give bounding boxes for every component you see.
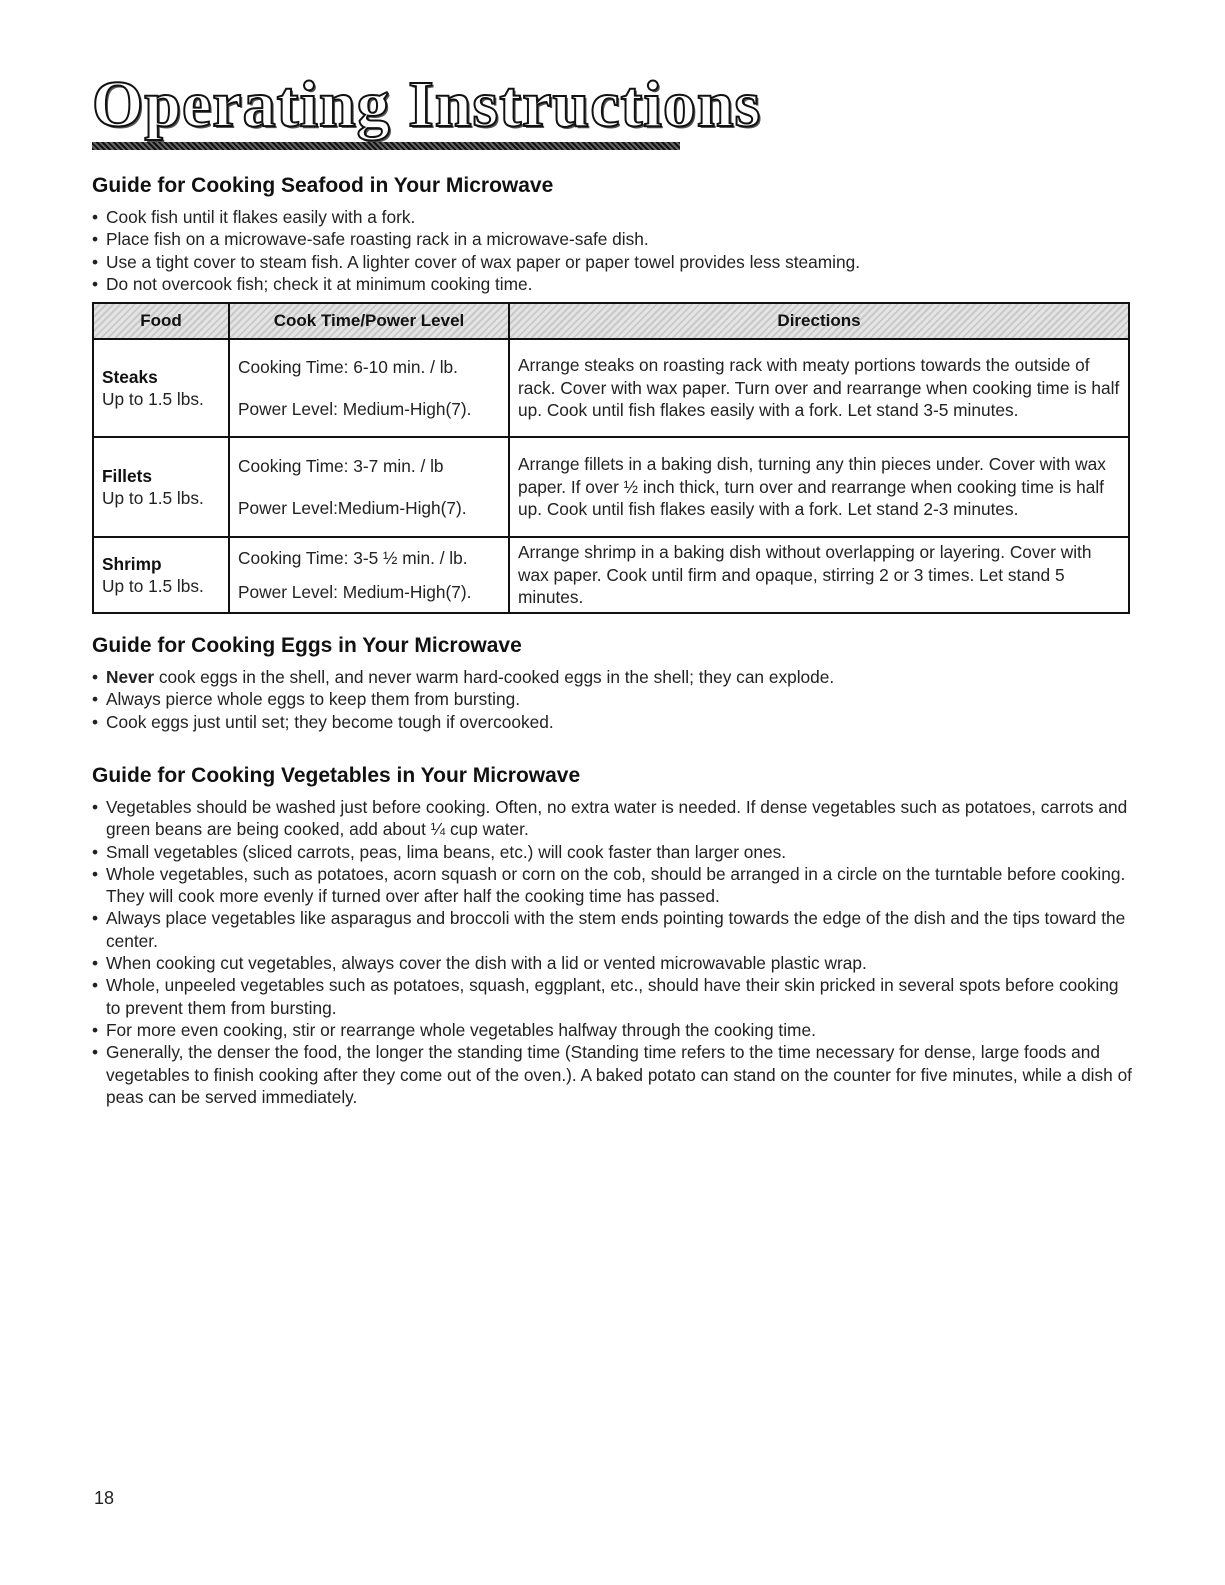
title-underline [92,142,680,150]
never-emphasis: Never [106,667,155,687]
list-item: • Place fish on a microwave-safe roasting rack in a microwave-safe dish. [92,228,1132,250]
list-item: • Do not overcook fish; check it at minimum cooking time. [92,273,1132,295]
vegetables-section [92,764,1132,1108]
list-item: • Cook fish until it flakes easily with a fork. [92,206,1132,228]
cook-time-cell [229,339,509,437]
list-item: • Whole, unpeeled vegetables such as potatoes, squash, eggplant, etc., should have their skin pricked in several spots before cooking to prevent them from bursting. [92,974,1132,1019]
list-item-text: cook eggs in the shell, and never warm hard-cooked eggs in the shell; they can explode. [154,667,835,687]
food-name: Steaks [102,366,158,387]
table-header-row [93,303,1129,339]
page-title: Operating Instructions [92,68,762,141]
list-item: • Generally, the denser the food, the longer the standing time (Standing time refers to the time necessary for dense, large foods and vegetables to finish cooking after they come out of the oven.). A baked potato can stand on the counter for five minutes, while a dish of peas can be served immediately. [92,1041,1132,1108]
table-row [93,537,1129,613]
food-amount: Up to 1.5 lbs. [102,389,204,409]
cook-time-cell [229,537,509,613]
cook-time-cell [229,437,509,537]
directions-cell: Arrange steaks on roasting rack with meaty portions towards the outside of rack. Cover with wax paper. Turn over and rearrange when cooking time is half up. Cook until fish flakes easily with a fork. Let stand 3-5 minutes. [509,339,1129,437]
list-item: • When cooking cut vegetables, always cover the dish with a lid or vented microwavable plastic wrap. [92,952,1132,974]
table-row [93,437,1129,537]
cooking-time: Cooking Time: 3-7 min. / lb [238,455,444,476]
seafood-heading: Guide for Cooking Seafood in Your Microwave [92,174,554,197]
column-header-food: Food [93,303,229,339]
vegetables-heading: Guide for Cooking Vegetables in Your Microwave [92,764,581,787]
column-header-cook-time: Cook Time/Power Level [229,303,509,339]
eggs-bullets [92,666,1132,733]
power-level: Power Level: Medium-High(7). [238,399,472,419]
list-item: • Always pierce whole eggs to keep them from bursting. [92,688,1132,710]
food-cell [93,537,229,613]
column-header-directions: Directions [509,303,1129,339]
directions-cell: Arrange fillets in a baking dish, turning any thin pieces under. Cover with wax paper. If over ½ inch thick, turn over and rearrange when cooking time is half up. Cook until fish flakes easily with a fork. Let stand 2-3 minutes. [509,437,1129,537]
list-item: • Vegetables should be washed just before cooking. Often, no extra water is needed. If dense vegetables such as potatoes, carrots and green beans are being cooked, add about ¼ cup water. [92,796,1132,841]
list-item [92,666,1132,688]
seafood-section [92,174,1132,295]
vegetables-bullets [92,796,1132,1108]
food-amount: Up to 1.5 lbs. [102,488,204,508]
list-item: • For more even cooking, stir or rearrange whole vegetables halfway through the cooking time. [92,1019,1132,1041]
cooking-time: Cooking Time: 6-10 min. / lb. [238,356,458,377]
seafood-table [92,302,1130,614]
food-cell [93,339,229,437]
power-level: Power Level:Medium-High(7). [238,498,467,518]
list-item: • Whole vegetables, such as potatoes, acorn squash or corn on the cob, should be arranged in a circle on the turntable before cooking. They will cook more evenly if turned over after half the cooking time has passed. [92,863,1132,908]
page-number: 18 [94,1488,115,1508]
list-item: • Always place vegetables like asparagus and broccoli with the stem ends pointing towards the edge of the dish and the tips toward the center. [92,907,1132,952]
seafood-bullets [92,206,1132,295]
power-level: Power Level: Medium-High(7). [238,582,472,602]
list-item: • Use a tight cover to steam fish. A lighter cover of wax paper or paper towel provides less steaming. [92,251,1132,273]
list-item: • Small vegetables (sliced carrots, peas, lima beans, etc.) will cook faster than larger ones. [92,841,1132,863]
list-item: • Cook eggs just until set; they become tough if overcooked. [92,711,1132,733]
food-name: Fillets [102,465,152,486]
directions-cell: Arrange shrimp in a baking dish without overlapping or layering. Cover with wax paper. Cook until firm and opaque, stirring 2 or 3 times. Let stand 5 minutes. [509,537,1129,613]
food-name: Shrimp [102,553,162,574]
eggs-section [92,634,1132,733]
table-row [93,339,1129,437]
eggs-heading: Guide for Cooking Eggs in Your Microwave [92,634,522,657]
cooking-time: Cooking Time: 3-5 ½ min. / lb. [238,547,468,568]
food-amount: Up to 1.5 lbs. [102,576,204,596]
food-cell [93,437,229,537]
